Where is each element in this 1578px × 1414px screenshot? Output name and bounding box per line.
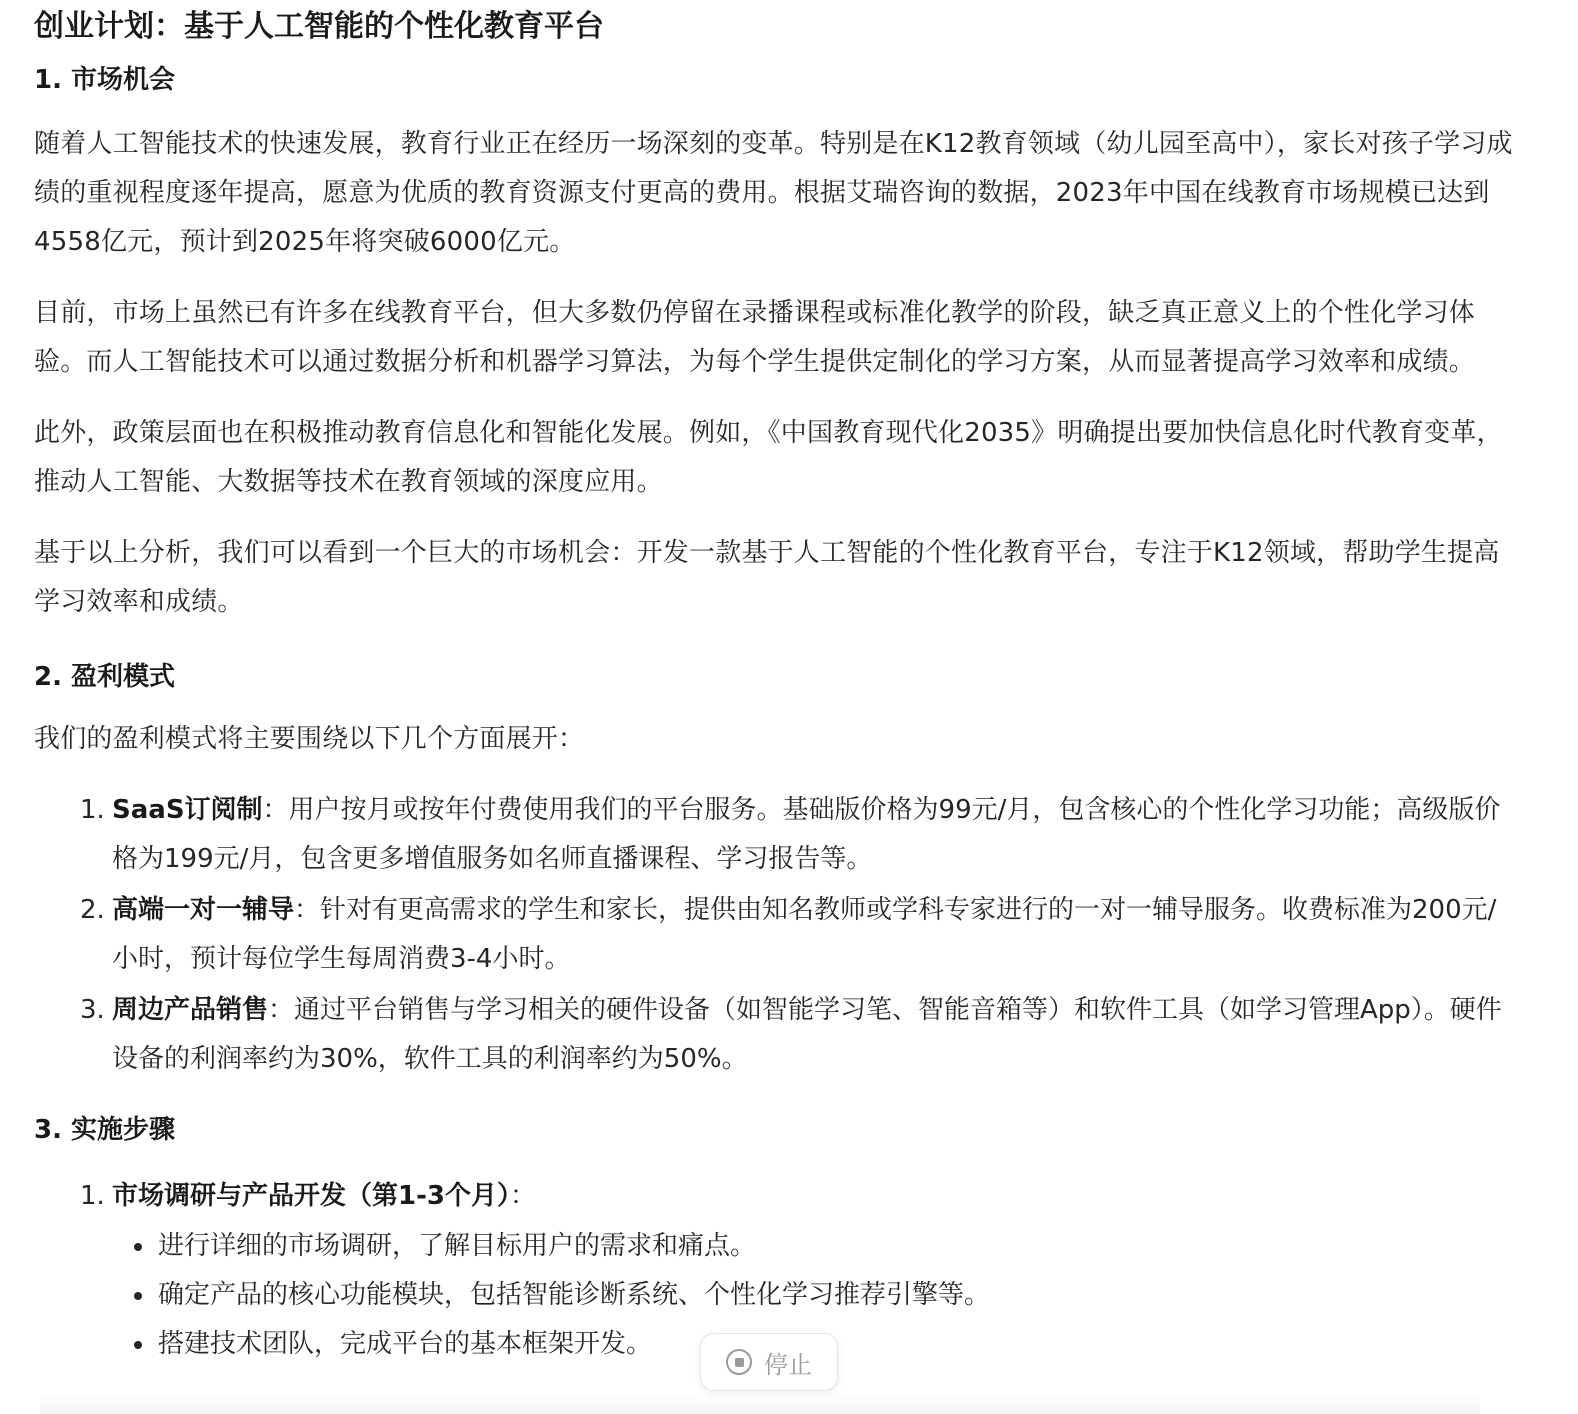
list-item (34, 1172, 1514, 1221)
list-item-text: ：通过平台销售与学习相关的硬件设备（如智能学习笔、智能音箱等）和软件工具（如学习管理App）。硬件设备的利润率约为30%，软件工具的利润率约为50%。 (112, 995, 1502, 1074)
section-heading-steps: 3. 实施步骤 (34, 1115, 176, 1145)
chat-response-content (34, 0, 1514, 1369)
section-heading-market: 1. 市场机会 (34, 65, 176, 95)
market-paragraph-4: 基于以上分析，我们可以看到一个巨大的市场机会：开发一款基于人工智能的个性化教育平台，专注于K12领域，帮助学生提高学习效率和成绩。 (34, 538, 1500, 617)
list-item (34, 786, 1514, 884)
list-item-text: ：用户按月或按年付费使用我们的平台服务。基础版价格为99元/月，包含核心的个性化学习功能；高级版价格为199元/月，包含更多增值服务如名师直播课程、学习报告等。 (112, 795, 1501, 874)
market-paragraph-2: 目前，市场上虽然已有许多在线教育平台，但大多数仍停留在录播课程或标准化教学的阶段，缺乏真正意义上的个性化学习体验。而人工智能技术可以通过数据分析和机器学习算法，为每个学生提供定制化的学习方案，从而显著提高学习效率和成绩。 (34, 298, 1476, 377)
stop-generating-button[interactable] (700, 1333, 838, 1391)
list-item-text: ： (509, 1181, 536, 1211)
list-item-text: ：针对有更高需求的学生和家长，提供由知名教师或学科专家进行的一对一辅导服务。收费标准为200元/小时，预计每位学生每周消费3-4小时。 (112, 895, 1497, 974)
list-item-label: 市场调研与产品开发（第1-3个月） (112, 1181, 510, 1211)
bullet-icon (134, 1341, 142, 1349)
bullet-text: 搭建技术团队，完成平台的基本框架开发。 (158, 1329, 653, 1359)
profit-intro: 我们的盈利模式将主要围绕以下几个方面展开： (34, 724, 585, 754)
list-item (34, 986, 1514, 1084)
bullet-icon (134, 1243, 142, 1251)
market-paragraph-1: 随着人工智能技术的快速发展，教育行业正在经历一场深刻的变革。特别是在K12教育领域（幼儿园至高中），家长对孩子学习成绩的重视程度逐年提高，愿意为优质的教育资源支付更高的费用。根据艾瑞咨询的数据，2023年中国在线教育市场规模已达到4558亿元，预计到2025年将突破6000亿元。 (34, 129, 1513, 257)
list-item-label: 高端一对一辅导 (112, 895, 295, 925)
list-number: 2. (80, 895, 105, 925)
list-number: 1. (80, 1181, 105, 1211)
section-heading-profit: 2. 盈利模式 (34, 662, 176, 692)
list-item (34, 886, 1514, 984)
list-item-label: SaaS订阅制 (112, 795, 263, 825)
list-number: 1. (80, 795, 105, 825)
list-number: 3. (80, 995, 105, 1025)
market-paragraph-3: 此外，政策层面也在积极推动教育信息化和智能化发展。例如，《中国教育现代化2035》明确提出要加快信息化时代教育变革，推动人工智能、大数据等技术在教育领域的深度应用。 (34, 418, 1503, 497)
steps-list (34, 1172, 1514, 1221)
document-title: 创业计划：基于人工智能的个性化教育平台 (34, 9, 604, 44)
bullet-icon (134, 1292, 142, 1300)
list-item (34, 1271, 1514, 1320)
bottom-fade (40, 1392, 1480, 1414)
bullet-text: 确定产品的核心功能模块，包括智能诊断系统、个性化学习推荐引擎等。 (158, 1280, 991, 1310)
stop-circle-icon (726, 1349, 752, 1375)
list-item (34, 1222, 1514, 1271)
bullet-text: 进行详细的市场调研，了解目标用户的需求和痛点。 (158, 1231, 757, 1261)
profit-list (34, 786, 1514, 1084)
stop-button-label: 停止 (764, 1350, 812, 1379)
list-item-label: 周边产品销售 (112, 995, 269, 1025)
